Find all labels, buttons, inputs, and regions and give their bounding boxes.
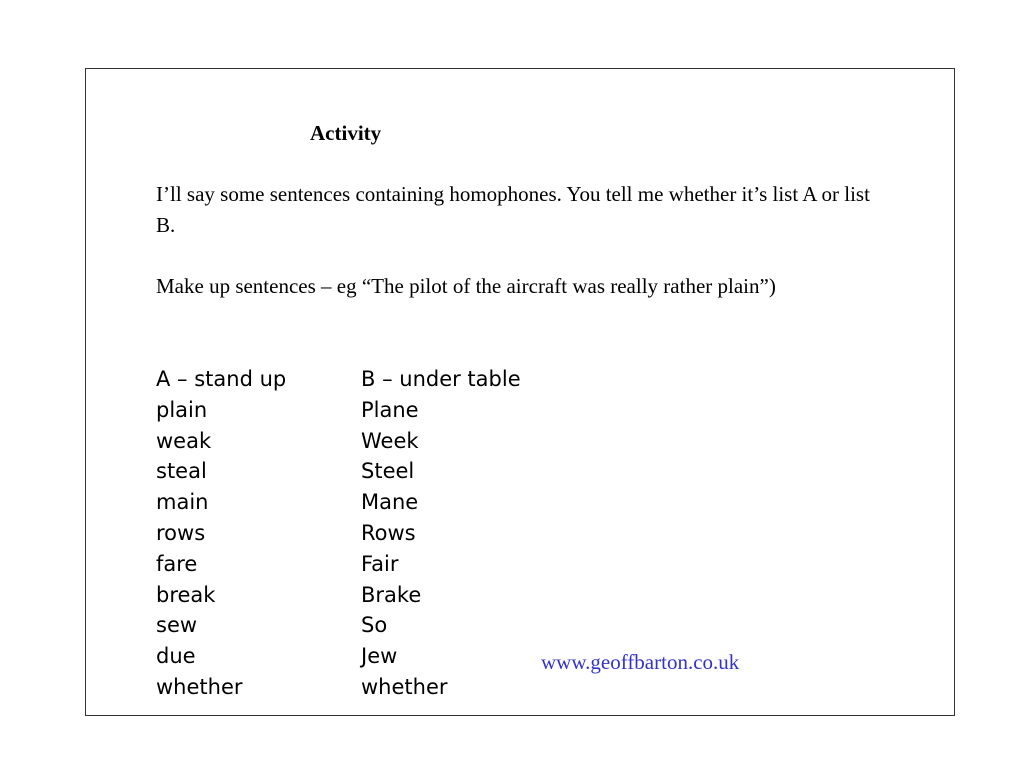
homophone-row: [156, 456, 621, 487]
example-paragraph: Make up sentences – eg “The pilot of the aircraft was really rather plain”): [156, 274, 776, 298]
homophone-row: [156, 580, 621, 611]
list-a-word: break: [156, 582, 216, 607]
homophone-row: [156, 672, 621, 703]
list-b-header: B – under table: [361, 367, 521, 391]
list-b-word: Steel: [361, 459, 415, 484]
list-b-word: Rows: [361, 520, 416, 545]
homophone-row: [156, 610, 621, 641]
homophone-row: [156, 487, 621, 518]
website-link[interactable]: www.geoffbarton.co.uk: [541, 650, 740, 674]
list-a-word: fare: [156, 551, 198, 576]
list-a-word: steal: [156, 459, 207, 484]
instruction-paragraph: I’ll say some sentences containing homophones. You tell me whether it’s list A or list B.: [156, 182, 870, 237]
activity-title: Activity: [310, 121, 382, 145]
list-b-word: So: [361, 613, 388, 638]
list-b-word: Fair: [361, 551, 399, 576]
list-a-word: plain: [156, 397, 208, 422]
list-a-word: rows: [156, 520, 206, 545]
list-a-word: whether: [156, 674, 243, 699]
list-a-word: sew: [156, 613, 198, 638]
list-a-word: due: [156, 644, 196, 669]
homophone-row: [156, 426, 621, 457]
list-b-word: Jew: [361, 644, 398, 669]
list-b-word: Mane: [361, 490, 419, 515]
homophone-row: [156, 518, 621, 549]
list-b-word: Plane: [361, 397, 419, 422]
list-a-word: weak: [156, 428, 212, 453]
list-b-word: Brake: [361, 582, 422, 607]
homophone-table-header: [156, 364, 621, 395]
homophone-row: [156, 395, 621, 426]
list-b-word: Week: [361, 428, 419, 453]
list-a-word: main: [156, 490, 209, 515]
homophone-row: [156, 549, 621, 580]
list-b-word: whether: [361, 674, 448, 699]
list-a-header: A – stand up: [156, 367, 287, 391]
